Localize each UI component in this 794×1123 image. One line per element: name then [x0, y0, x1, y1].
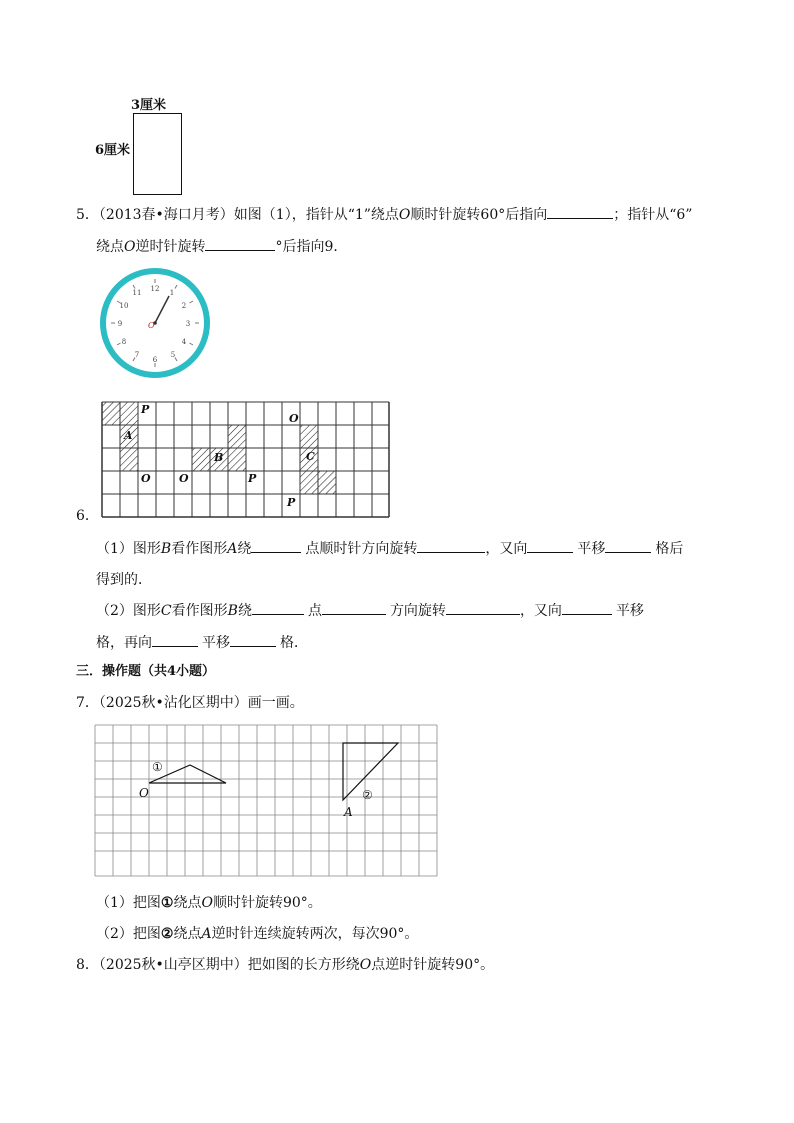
q6-sub2-blank-4[interactable]	[562, 600, 612, 615]
clock-number: 7	[134, 351, 140, 359]
grid-label-a: A	[124, 429, 133, 442]
q7-grid-lines	[95, 725, 437, 876]
q6-sub2-blank-2[interactable]	[322, 600, 386, 615]
q5-answer-blank-2[interactable]	[205, 236, 275, 251]
grid-label-p: P	[141, 403, 150, 416]
q6-sub1-blank-4[interactable]	[605, 538, 651, 553]
q8-line: 8．（2025秋•山亭区期中）把如图的长方形绕O点逆时针旋转90°。	[76, 957, 495, 973]
q6-sub1-line-2: 得到的．	[96, 572, 152, 588]
grid-label-o: O	[289, 412, 299, 425]
rect-height-label: 6厘米	[95, 143, 131, 158]
q6-sub2-blank-1[interactable]	[252, 600, 304, 615]
rectangle-shape	[133, 113, 182, 195]
clock-number: 3	[185, 320, 191, 328]
grid-label-c: C	[306, 450, 315, 463]
q6-grid-figure	[100, 401, 392, 519]
q7-sub1: （1）把图①绕点O顺时针旋转90°。	[96, 895, 322, 911]
section-3-title: 三．操作题（共4小题）	[76, 664, 216, 679]
clock-number: 4	[181, 338, 187, 346]
q6-sub2-blank-3[interactable]	[446, 600, 520, 615]
q6-sub2-blank-6[interactable]	[230, 632, 276, 647]
clock-number: 2	[181, 302, 187, 310]
q6-sub1-line-1: （1）图形B看作图形A绕 点顺时针方向旋转 ，又向 平移 格后	[96, 538, 683, 559]
q6-grid-lines	[102, 402, 389, 517]
q6-sub2-blank-5[interactable]	[152, 632, 198, 647]
q6-sub1-blank-1[interactable]	[251, 538, 301, 553]
q7-figure-labels	[139, 760, 373, 819]
q6-sub2-line-1: （2）图形C看作图形B绕 点 方向旋转 ，又向 平移	[96, 600, 644, 621]
clock-number: 6	[152, 356, 158, 364]
q7-sub2: （2）把图②绕点A逆时针连续旋转两次，每次90°。	[96, 926, 419, 942]
q7-title: 7．（2025秋•沾化区期中）画一画。	[76, 695, 304, 711]
q7-grid-figure	[92, 723, 440, 879]
q7-point-a-label: A	[344, 805, 353, 819]
grid-label-o: O	[141, 472, 151, 485]
clock-number: 12	[150, 285, 160, 293]
q7-point-o-label: O	[139, 786, 149, 800]
q5-line-2: 绕点O逆时针旋转 °后指向9．	[96, 236, 347, 257]
q5-answer-blank-1[interactable]	[547, 204, 613, 219]
q7-figure-2-label: ②	[362, 788, 373, 802]
clock-number: 1	[169, 289, 175, 297]
q6-sub2-line-2: 格，再向 平移 格．	[96, 632, 308, 653]
q7-figure-1-label: ①	[152, 760, 163, 774]
q6-grid-labels	[123, 403, 315, 509]
clock-number: 11	[132, 289, 142, 297]
clock-center-label: O	[148, 321, 155, 330]
q5-line-1: 5．（2013春•海口月考）如图（1），指针从“1”绕点O顺时针旋转60°后指向 ；指针从“6”	[76, 204, 692, 225]
clock-number: 5	[170, 351, 176, 359]
grid-label-p: P	[248, 472, 257, 485]
grid-label-b: B	[214, 451, 224, 464]
grid-label-p: P	[287, 496, 296, 509]
rect-width-label: 3厘米	[131, 98, 167, 113]
clock-number: 9	[117, 320, 123, 328]
grid-label-o: O	[179, 472, 189, 485]
clock-figure	[98, 266, 212, 380]
q6-number: 6．	[76, 508, 99, 524]
q6-sub1-blank-3[interactable]	[527, 538, 573, 553]
q6-sub1-blank-2[interactable]	[417, 538, 485, 553]
clock-number: 10	[119, 302, 129, 310]
clock-number: 8	[121, 338, 127, 346]
